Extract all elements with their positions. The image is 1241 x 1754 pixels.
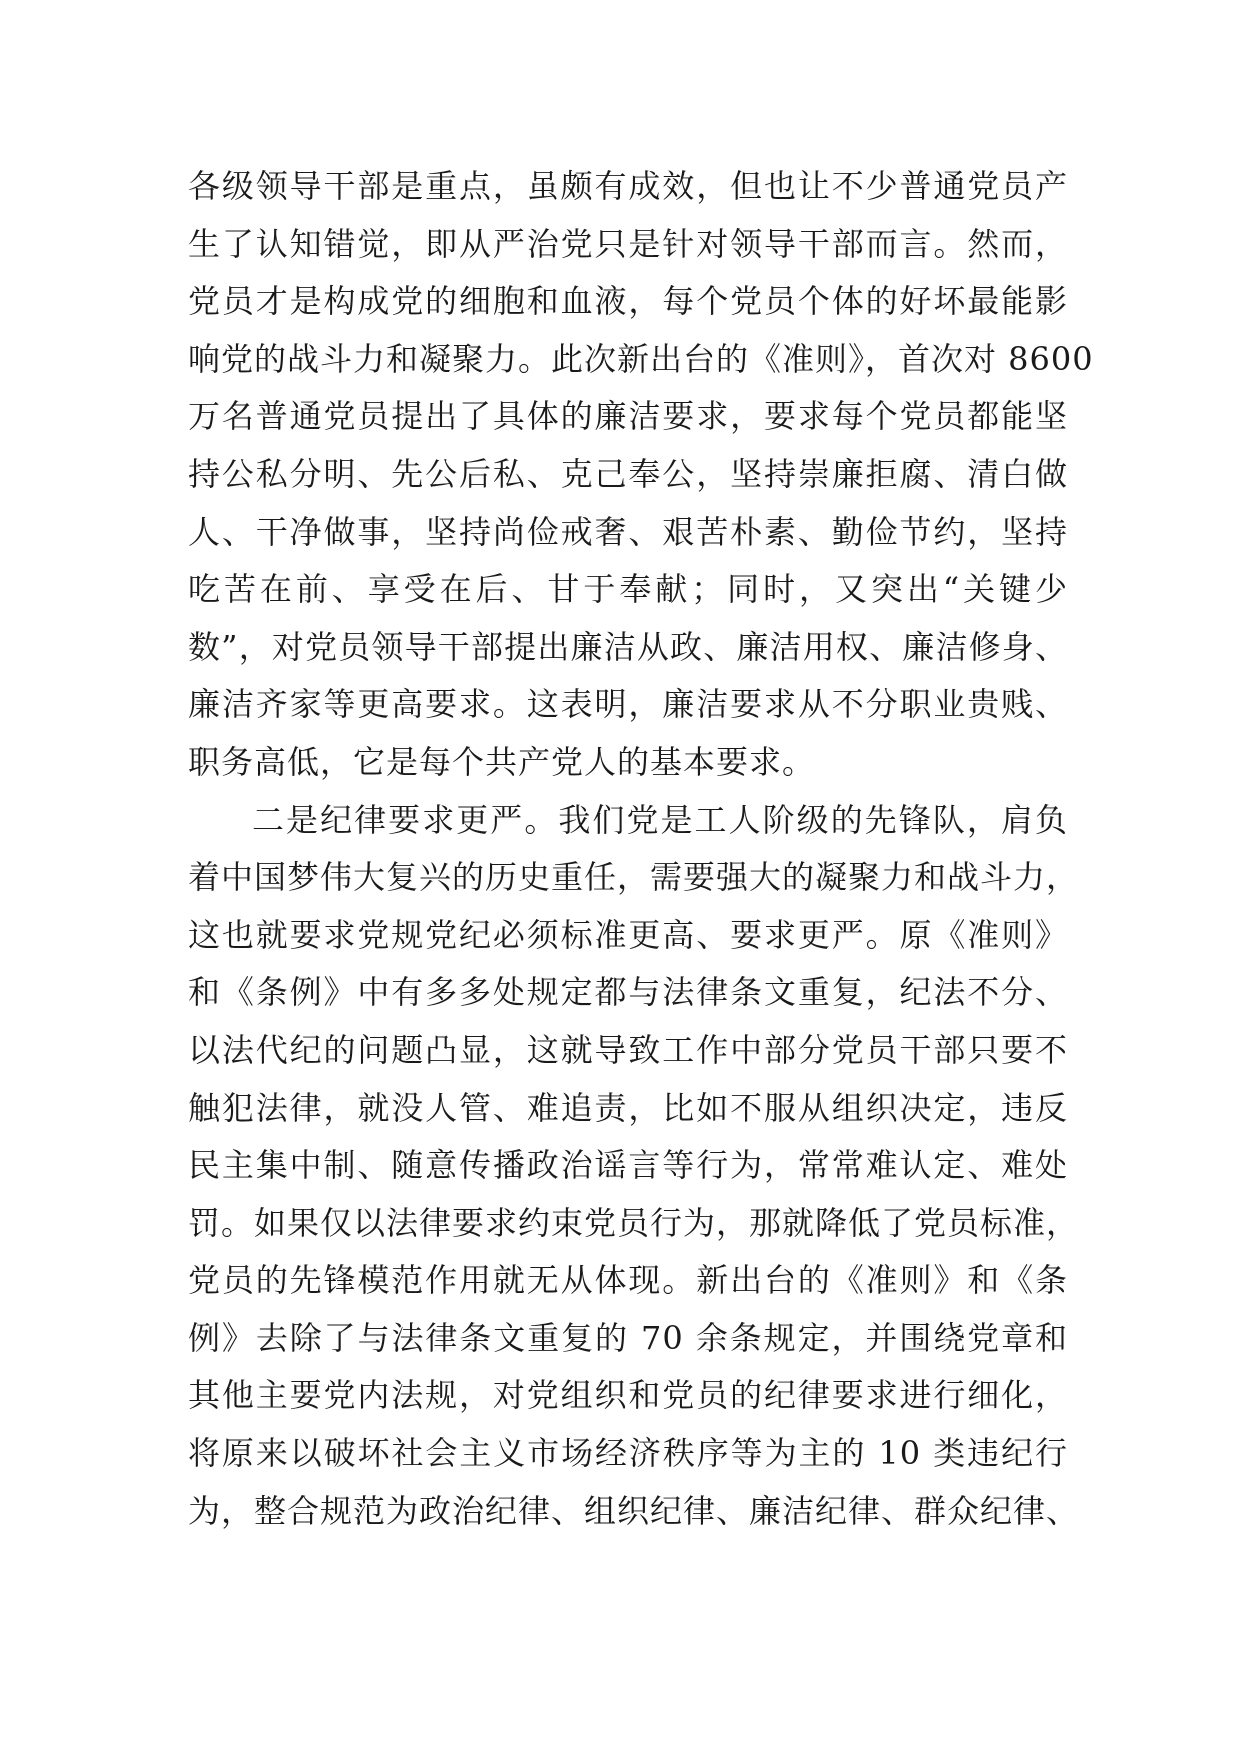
text-line: 例》去除了与法律条文重复的 70 余条规定，并围绕党章和	[188, 1318, 1068, 1357]
text-line: 数”，对党员领导干部提出廉洁从政、廉洁用权、廉洁修身、	[188, 627, 1068, 666]
text-line: 吃苦在前、享受在后、甘于奉献；同时，又突出“关键少	[188, 570, 1068, 609]
text-line: 将原来以破坏社会主义市场经济秩序等为主的 10 类违纪行	[188, 1434, 1068, 1473]
text-line: 其他主要党内法规，对党组织和党员的纪律要求进行细化，	[188, 1376, 1068, 1415]
text-line: 人、干净做事，坚持尚俭戒奢、艰苦朴素、勤俭节约，坚持	[188, 512, 1068, 551]
text-line: 党员才是构成党的细胞和血液，每个党员个体的好坏最能影	[188, 282, 1068, 321]
text-line: 和《条例》中有多多处规定都与法律条文重复，纪法不分、	[188, 973, 1068, 1012]
text-line: 万名普通党员提出了具体的廉洁要求，要求每个党员都能坚	[188, 397, 1068, 436]
text-line: 罚。如果仅以法律要求约束党员行为，那就降低了党员标准，	[188, 1203, 1080, 1242]
text-line: 为，整合规范为政治纪律、组织纪律、廉洁纪律、群众纪律、	[188, 1491, 1080, 1530]
text-line: 着中国梦伟大复兴的历史重任，需要强大的凝聚力和战斗力，	[188, 858, 1080, 897]
text-line: 持公私分明、先公后私、克己奉公，坚持崇廉拒腐、清白做	[188, 454, 1068, 493]
text-line: 党员的先锋模范作用就无从体现。新出台的《准则》和《条	[188, 1261, 1068, 1300]
text-line: 这也就要求党规党纪必须标准更高、要求更严。原《准则》	[188, 915, 1068, 954]
text-line: 职务高低，它是每个共产党人的基本要求。	[188, 742, 816, 781]
body-text	[188, 158, 1094, 1540]
paragraph-heading-line: 二是纪律要求更严。我们党是工人阶级的先锋队，肩负	[252, 800, 1068, 839]
text-line: 以法代纪的问题凸显，这就导致工作中部分党员干部只要不	[188, 1030, 1068, 1069]
text-line: 各级领导干部是重点，虽颇有成效，但也让不少普通党员产	[188, 167, 1068, 205]
text-line: 触犯法律，就没人管、难追责，比如不服从组织决定，违反	[188, 1088, 1068, 1127]
text-line: 民主集中制、随意传播政治谣言等行为，常常难认定、难处	[188, 1146, 1068, 1185]
text-line: 廉洁齐家等更高要求。这表明，廉洁要求从不分职业贵贱、	[188, 685, 1068, 724]
text-line: 生了认知错觉，即从严治党只是针对领导干部而言。然而，	[188, 224, 1068, 263]
text-line: 响党的战斗力和凝聚力。此次新出台的《准则》，首次对 8600	[188, 339, 1094, 378]
